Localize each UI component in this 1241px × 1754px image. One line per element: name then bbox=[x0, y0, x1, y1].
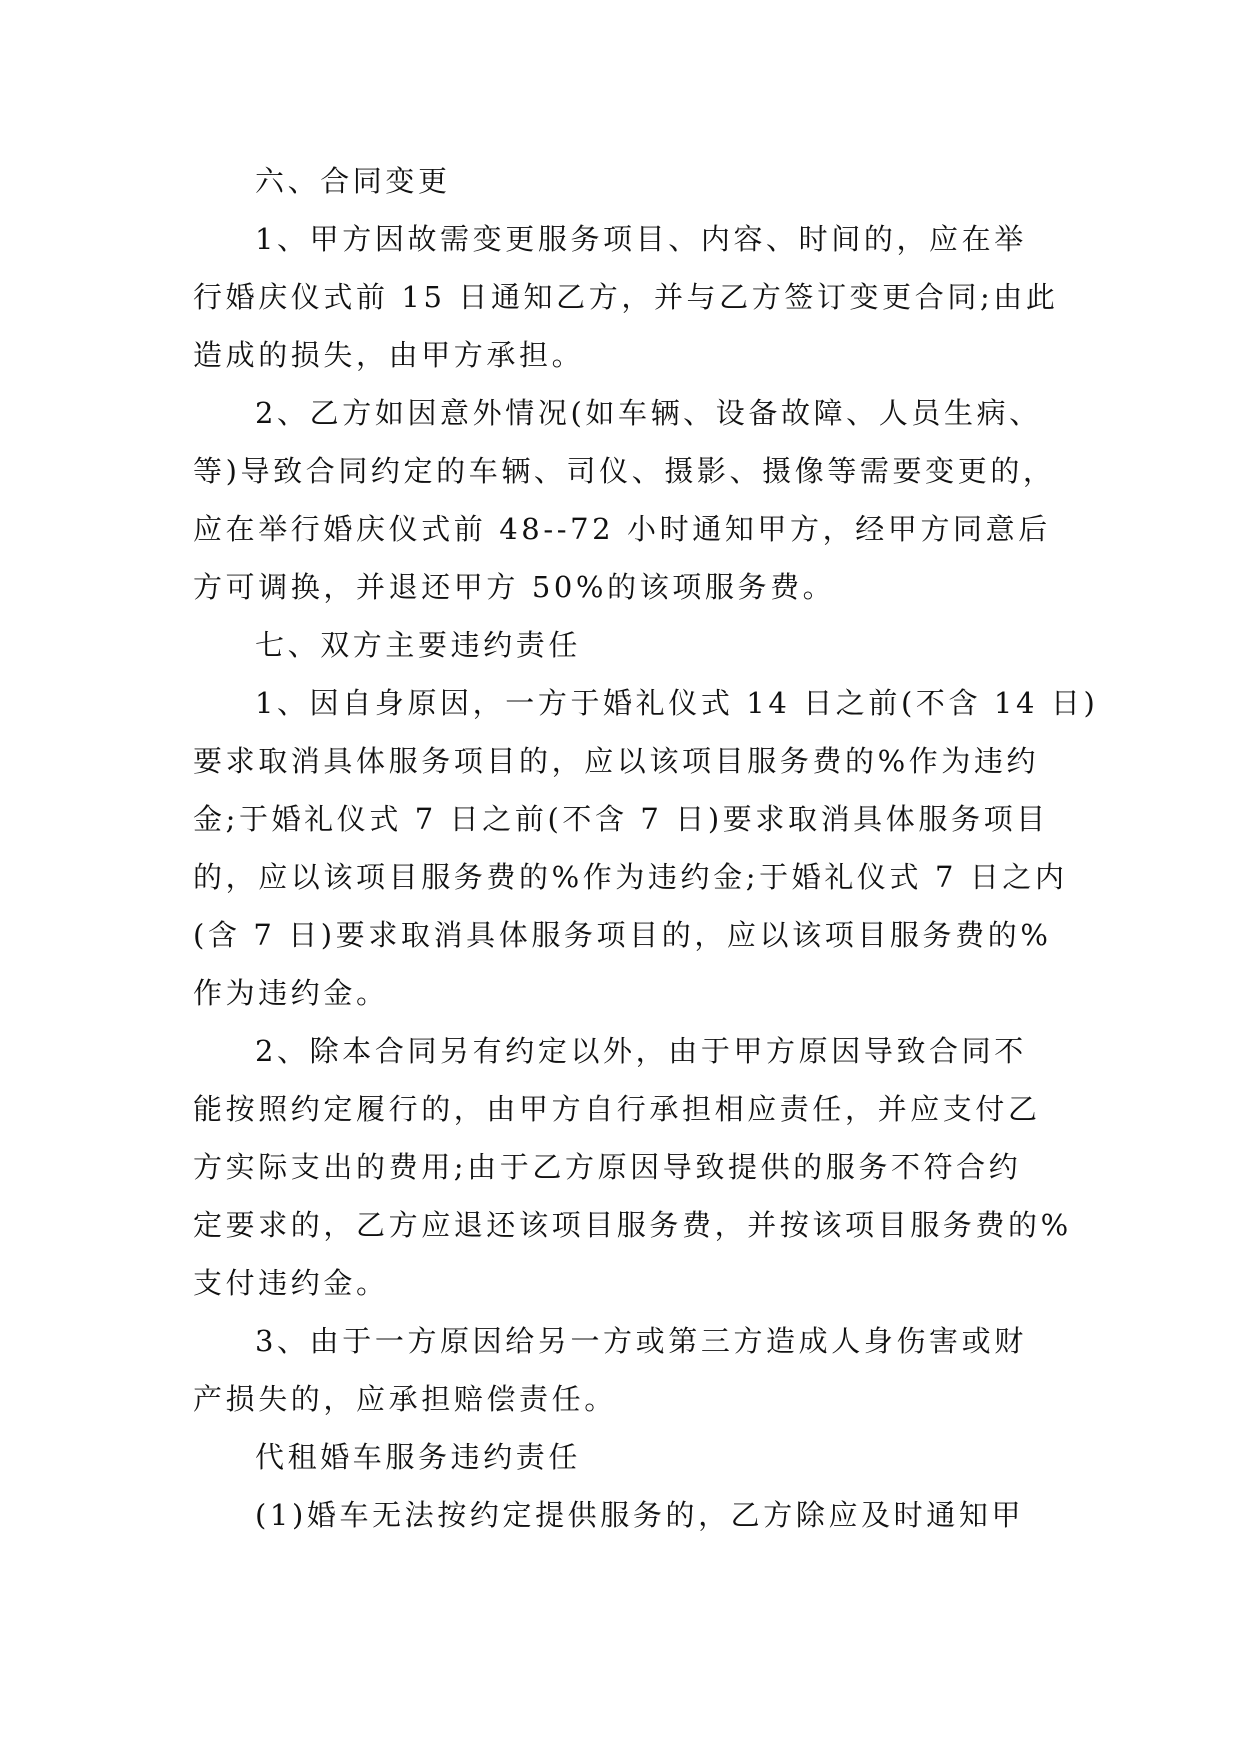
paragraph-line: 造成的损失，由甲方承担。 bbox=[193, 338, 585, 372]
section-heading-contract-change bbox=[193, 152, 1053, 210]
paragraph-line: 定要求的，乙方应退还该项目服务费，并按该项目服务费的% bbox=[193, 1208, 1072, 1242]
paragraph-line: 1、因自身原因，一方于婚礼仪式 14 日之前(不含 14 日) bbox=[255, 686, 1099, 720]
paragraph-line: 产损失的，应承担赔偿责任。 bbox=[193, 1382, 617, 1416]
heading-line: 七、双方主要违约责任 bbox=[255, 628, 582, 662]
heading-line: 六、合同变更 bbox=[255, 164, 451, 198]
clause-7-2 bbox=[193, 1022, 1072, 1312]
clause-7-3 bbox=[193, 1312, 1053, 1428]
paragraph-line: 应在举行婚庆仪式前 48--72 小时通知甲方，经甲方同意后 bbox=[193, 512, 1051, 546]
clause-7-1 bbox=[193, 674, 1099, 1022]
subheading-wedding-car-liability bbox=[193, 1428, 1053, 1486]
paragraph-line: 方可调换，并退还甲方 50%的该项服务费。 bbox=[193, 570, 836, 604]
paragraph-line: 作为违约金。 bbox=[193, 976, 389, 1010]
heading-line: 代租婚车服务违约责任 bbox=[255, 1440, 582, 1474]
paragraph-line: 方实际支出的费用;由于乙方原因导致提供的服务不符合约 bbox=[193, 1150, 1022, 1184]
paragraph-line: 2、乙方如因意外情况(如车辆、设备故障、人员生病、 bbox=[255, 396, 1042, 430]
document-body bbox=[193, 152, 1099, 1544]
paragraph-line: 支付违约金。 bbox=[193, 1266, 389, 1300]
paragraph-line: 等)导致合同约定的车辆、司仪、摄影、摄像等需要变更的， bbox=[193, 454, 1056, 488]
paragraph-line: 能按照约定履行的，由甲方自行承担相应责任，并应支付乙 bbox=[193, 1092, 1041, 1126]
clause-6-1 bbox=[193, 210, 1059, 384]
paragraph-line: 3、由于一方原因给另一方或第三方造成人身伤害或财 bbox=[255, 1324, 1027, 1358]
paragraph-line: (含 7 日)要求取消具体服务项目的，应以该项目服务费的% bbox=[193, 918, 1052, 952]
paragraph-line: 行婚庆仪式前 15 日通知乙方，并与乙方签订变更合同;由此 bbox=[193, 280, 1059, 314]
section-heading-breach-liability bbox=[193, 616, 1053, 674]
paragraph-line: 要求取消具体服务项目的，应以该项目服务费的%作为违约 bbox=[193, 744, 1040, 778]
paragraph-line: 的，应以该项目服务费的%作为违约金;于婚礼仪式 7 日之内 bbox=[193, 860, 1068, 894]
clause-car-1 bbox=[193, 1486, 1053, 1544]
paragraph-line: 1、甲方因故需变更服务项目、内容、时间的，应在举 bbox=[255, 222, 1027, 256]
paragraph-line: 金;于婚礼仪式 7 日之前(不含 7 日)要求取消具体服务项目 bbox=[193, 802, 1049, 836]
paragraph-line: 2、除本合同另有约定以外，由于甲方原因导致合同不 bbox=[255, 1034, 1027, 1068]
clause-6-2 bbox=[193, 384, 1056, 616]
paragraph-line: (1)婚车无法按约定提供服务的，乙方除应及时通知甲 bbox=[255, 1498, 1025, 1532]
